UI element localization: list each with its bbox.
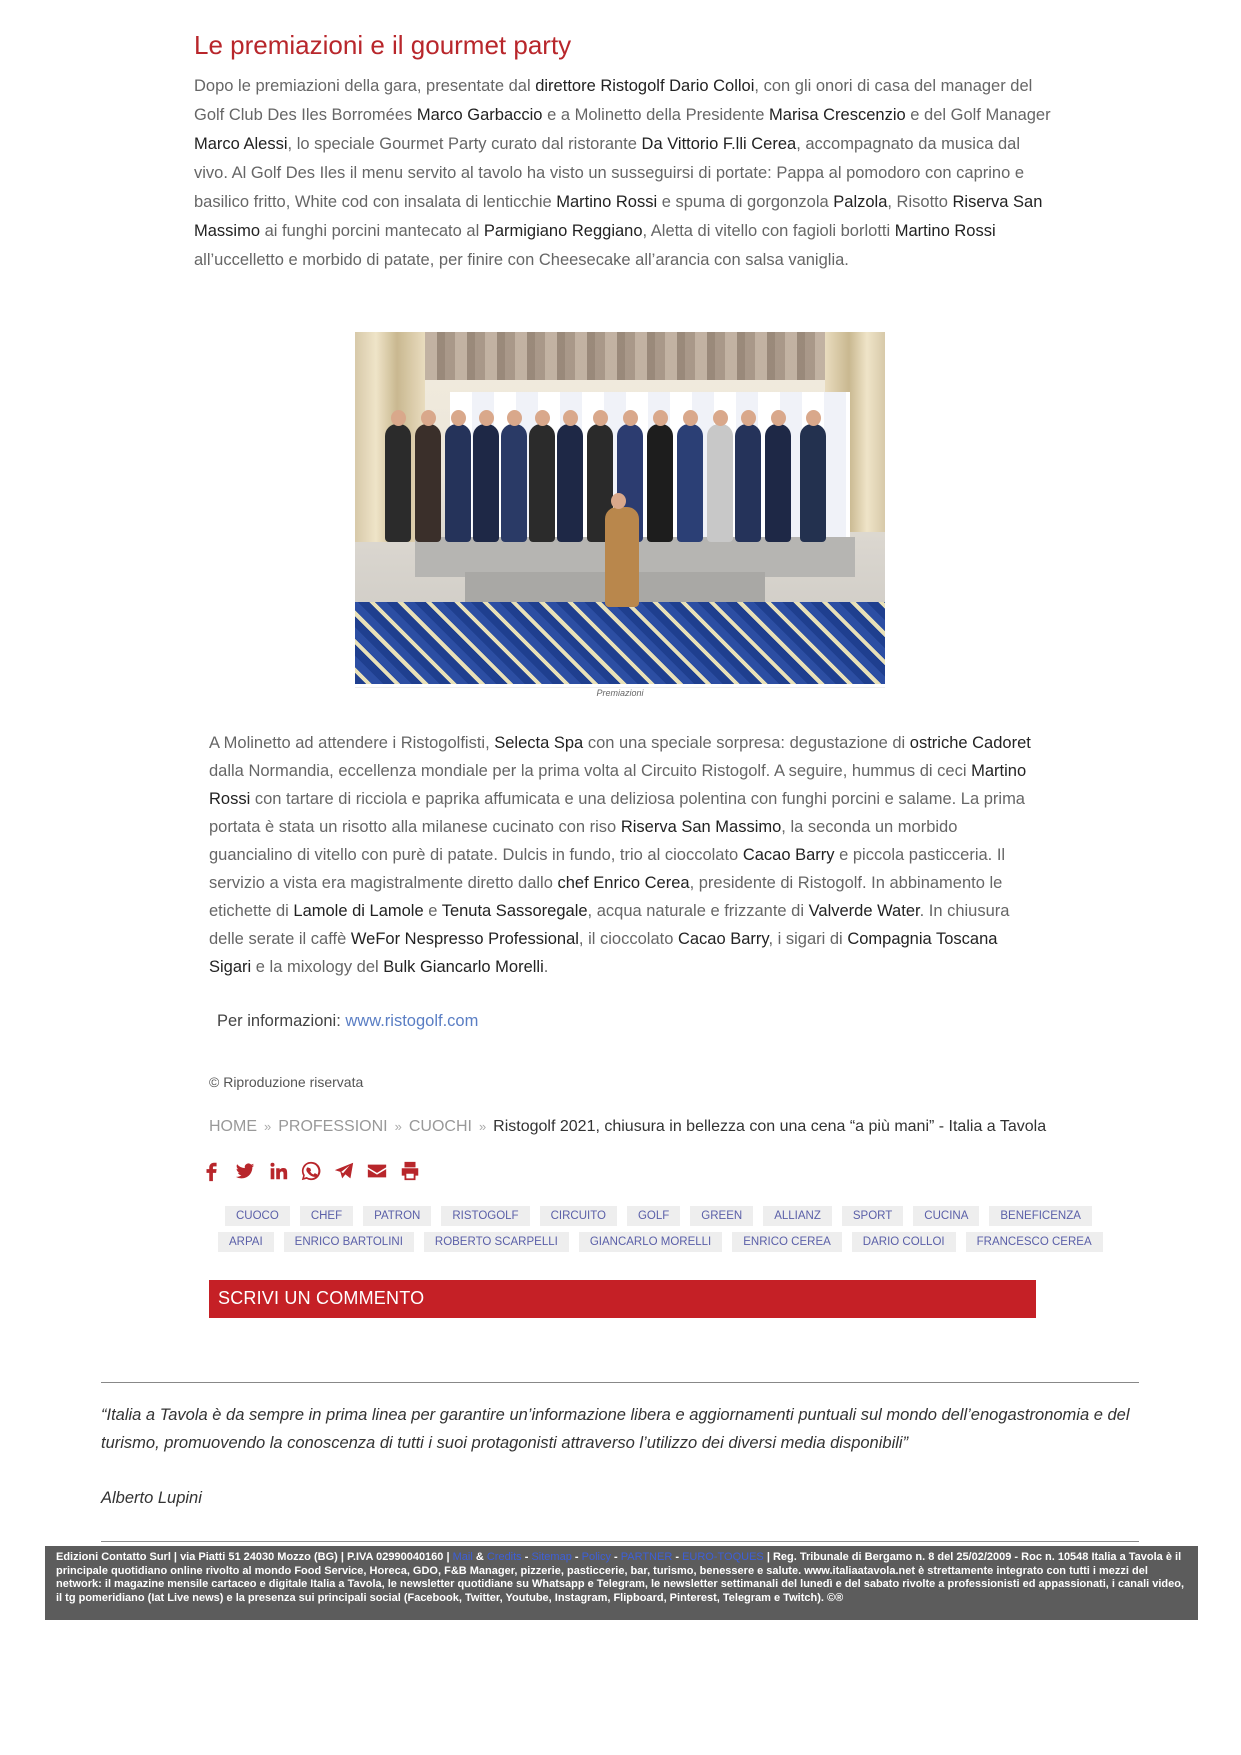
linkedin-icon[interactable] <box>267 1160 297 1184</box>
tag-cucina[interactable]: CUCINA <box>913 1206 979 1226</box>
breadcrumb-home[interactable]: HOME <box>209 1118 257 1135</box>
more-info-label: Per informazioni: <box>217 1012 346 1030</box>
footer-link-sitemap[interactable]: Sitemap <box>531 1551 572 1563</box>
tag-beneficenza[interactable]: BENEFICENZA <box>989 1206 1092 1226</box>
twitter-icon[interactable] <box>234 1160 264 1184</box>
tag-sport[interactable]: SPORT <box>842 1206 903 1226</box>
tag-circuito[interactable]: CIRCUITO <box>540 1206 617 1226</box>
tag-row <box>218 1232 1092 1252</box>
footer-link-credits[interactable]: Credits <box>486 1551 522 1563</box>
footer-link-partner[interactable]: PARTNER <box>620 1551 673 1563</box>
tag-dario-colloi[interactable]: DARIO COLLOI <box>852 1232 956 1252</box>
tag-row <box>225 1206 1081 1226</box>
body-paragraph: A Molinetto ad attendere i Ristogolfisti, Selecta Spa con una speciale sorpresa: degustazione di ostriche Cadoret dalla Normandia, eccellenza mondiale per la prima volta al Circuito Ristogolf. A seguire, hummus di ceci Martino Rossi con tartare di ricciola e paprika affumicata e una deliziosa polentina con funghi porcini e salame. La prima portata è stata un risotto alla milanese cucinato con riso Riserva San Massimo, la seconda un morbido guancialino di vitello con purè di patate. Dulcis in fundo, trio al cioccolato Cacao Barry e piccola pasticceria. Il servizio a vista era magistralmente diretto dallo chef Enrico Cerea, presidente di Ristogolf. In abbinamento le etichette di Lamole di Lamole e Tenuta Sassoregale, acqua naturale e frizzante di Valverde Water. In chiusura delle serate il caffè WeFor Nespresso Professional, il cioccolato Cacao Barry, i sigari di Compagnia Toscana Sigari e la mixology del Bulk Giancarlo Morelli. <box>209 734 1031 976</box>
breadcrumb <box>209 1118 1046 1136</box>
editorial-quote: “Italia a Tavola è da sempre in prima linea per garantire un’informazione libera e aggiornamenti puntuali sul mondo dell’enogastronomia e del turismo, promuovendo la conoscenza di tutti i suoi protagonisti attraverso l’utilizzo dei diversi media disponibili” <box>101 1406 1130 1452</box>
tag-patron[interactable]: PATRON <box>363 1206 431 1226</box>
breadcrumb-separator: » <box>478 1119 487 1134</box>
breadcrumb-separator: » <box>264 1119 272 1134</box>
more-info <box>217 1012 478 1031</box>
footer-link-policy[interactable]: Policy <box>581 1551 611 1563</box>
tag-giancarlo-morelli[interactable]: GIANCARLO MORELLI <box>579 1232 722 1252</box>
breadcrumb-current: Ristogolf 2021, chiusura in bellezza con una cena “a più mani” - Italia a Tavola <box>493 1118 1047 1135</box>
write-comment-button[interactable]: SCRIVI UN COMMENTO <box>209 1280 1036 1318</box>
award-ceremony-image[interactable] <box>355 332 885 684</box>
whatsapp-icon[interactable] <box>300 1160 330 1184</box>
share-bar <box>201 1160 432 1184</box>
tag-allianz[interactable]: ALLIANZ <box>763 1206 832 1226</box>
email-icon[interactable] <box>366 1160 396 1184</box>
tag-ristogolf[interactable]: RISTOGOLF <box>441 1206 529 1226</box>
tag-enrico-cerea[interactable]: ENRICO CEREA <box>732 1232 842 1252</box>
tag-cuoco[interactable]: CUOCO <box>225 1206 290 1226</box>
copyright-notice: © Riproduzione riservata <box>209 1074 364 1090</box>
breadcrumb-cuochi[interactable]: CUOCHI <box>408 1118 472 1135</box>
tag-green[interactable]: GREEN <box>690 1206 753 1226</box>
tag-enrico-bartolini[interactable]: ENRICO BARTOLINI <box>284 1232 414 1252</box>
photo-caption: Premiazioni <box>355 687 885 698</box>
ristogolf-link[interactable]: www.ristogolf.com <box>345 1012 479 1030</box>
footer-link-eurotoques[interactable]: EURO-TOQUES <box>682 1551 764 1563</box>
intro-paragraph: Dopo le premiazioni della gara, presentate dal direttore Ristogolf Dario Colloi, con gli onori di casa del manager del Golf Club Des Iles Borromées Marco Garbaccio e a Molinetto della Presidente Marisa Crescenzio e del Golf Manager Marco Alessi, lo speciale Gourmet Party curato dal ristorante Da Vittorio F.lli Cerea, accompagnato da musica dal vivo. Al Golf Des Iles il menu servito al tavolo ha visto un susseguirsi di portate: Pappa al pomodoro con caprino e basilico fritto, White cod con insalata di lenticchie Martino Rossi e spuma di gorgonzola Palzola, Risotto Riserva San Massimo ai funghi porcini mantecato al Parmigiano Reggiano, Aletta di vitello con fagioli borlotti Martino Rossi all’uccelletto e morbido di patate, per finire con Cheesecake all’arancia con salsa vaniglia. <box>194 77 1051 269</box>
tag-cloud <box>225 1206 1092 1258</box>
tag-francesco-cerea[interactable]: FRANCESCO CEREA <box>966 1232 1103 1252</box>
facebook-icon[interactable] <box>201 1160 231 1184</box>
divider <box>101 1541 1139 1542</box>
article-photo <box>355 332 885 697</box>
quote-author: Alberto Lupini <box>101 1489 202 1507</box>
telegram-icon[interactable] <box>333 1160 363 1184</box>
section-title: Le premiazioni e il gourmet party <box>194 30 572 60</box>
tag-golf[interactable]: GOLF <box>627 1206 680 1226</box>
site-footer: Edizioni Contatto Surl | via Piatti 51 24030 Mozzo (BG) | P.IVA 02990040160 | Mail & Credits - Sitemap - Policy - PARTNER - EURO-TOQUES | Reg. Tribunale di Bergamo n. 8 del 25/02/2009 - Roc n. 10548 Italia a Tavola è il principale quotidiano online rivolto al mondo Food Service, Horeca, GDO, F&B Manager, pizzerie, pasticcerie, bar, turismo, benessere e salute. www.italiaatavola.net è strettamente integrato con tutti i mezzi del network: il magazine mensile cartaceo e digitale Italia a Tavola, le newsletter quotidiane su Whatsapp e Telegram, le newsletter settimanali del lunedì e del sabato rivolte a professionisti ed appassionati, i canali video, il tg pomeridiano (Iat Live news) e la presenza sui principali social (Facebook, Twitter, Youtube, Instagram, Flipboard, Pinterest, Telegram e Twitch). ©® <box>45 1546 1198 1620</box>
footer-link-mail[interactable]: Mail <box>452 1551 473 1563</box>
divider <box>101 1382 1139 1383</box>
tag-chef[interactable]: CHEF <box>300 1206 353 1226</box>
tag-arpai[interactable]: ARPAI <box>218 1232 274 1252</box>
tag-roberto-scarpelli[interactable]: ROBERTO SCARPELLI <box>424 1232 569 1252</box>
breadcrumb-professioni[interactable]: PROFESSIONI <box>278 1118 388 1135</box>
print-icon[interactable] <box>399 1160 429 1184</box>
breadcrumb-separator: » <box>394 1119 402 1134</box>
